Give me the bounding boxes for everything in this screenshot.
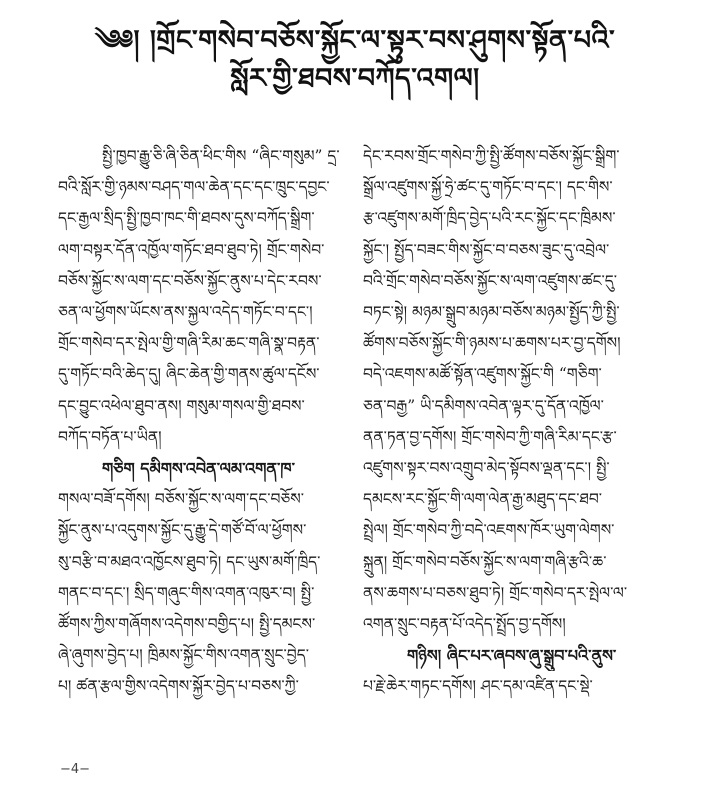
text-line: འགན་སྲུང་བརྟན་པོ་འདེད་སྤྲོད་བྱ་དགོས།	[363, 615, 566, 634]
text-line: བའི་གྲོང་གསེབ་བཅོས་སྐྱོང་ས་ལག་འཛུགས་ཚང་དུ་	[363, 271, 618, 290]
text-line: ནན་ཏན་བྱ་དགོས། གྲོང་གསེབ་ཀྱི་གཞི་རིམ་དང་རྩ་	[363, 427, 617, 446]
text-line: གནང་བ་དང་། སྲིད་གཞུང་གིས་འགན་འཁུར་བ། སྤྱི་	[58, 583, 315, 602]
section-heading: གཉིས། ཞིང་པར་ཞབས་ཞུ་སྒྲུབ་པའི་ནུས་	[407, 646, 617, 666]
text-line: དུ་གཏོང་བའི་ཆེད་དུ། ཞིང་ཆེན་གྱི་གནས་ཚུལ་དངོས་	[58, 365, 320, 384]
text-line: ལག་བསྟར་དོན་འཁྱོལ་གཏོང་ཐབ་ཐུབ་ཏེ། གྲོང་གསེབ་	[58, 240, 325, 259]
text-line: དང་རྒྱལ་སྲིད་སྤྱི་ཁྱབ་ཁང་གི་ཐབས་དུས་བཀོད་སྒྲིག་	[58, 209, 315, 228]
text-line: པ། ཚན་རྩལ་གྱིས་འདེགས་སྐྱོར་བྱེད་པ་བཅས་ཀྱི་	[58, 677, 299, 696]
text-line: སྒྲོལ་འཛུགས་སྐྱོ་ཧྲེ་ཚང་དུ་གཏོང་བ་དང་། དང་གིས་	[363, 178, 613, 197]
article-title	[0, 22, 710, 98]
text-line: ཅན་ལ་ཕྱོགས་ཡོངས་ནས་སྐྱལ་འདེད་གཏོང་བ་དང་།	[58, 303, 313, 322]
title-line-1: ༄༅། །གྲོང་གསེབ་བཅོས་སྐྱོང་ལ་སྟུར་བས་ཤུགས་སྟོན་པའི་	[94, 25, 616, 56]
right-column	[363, 141, 659, 703]
text-line: བཅོས་སྐྱོང་ས་ལག་དང་བཅོས་སྐྱོང་ནུས་པ་དེང་རབས་	[58, 271, 322, 290]
text-line: ཚོགས་ཀྱིས་གཞོགས་འདེགས་བགྱིད་པ། སྤྱི་དམངས་	[58, 615, 316, 634]
text-line: ཞེ་ཞུགས་བྱེད་པ། ཁྲིམས་སྐྱོང་གིས་འགན་སྲུང་བྱེད་	[58, 646, 309, 665]
text-line: དང་བྱུང་འཕེལ་ཐུབ་ནས། གསུམ་གསལ་གྱི་ཐབས་	[58, 396, 305, 415]
page-number: −4−	[60, 762, 91, 777]
text-line: དམངས་རང་སྐྱོང་གི་ལག་ལེན་རྒྱ་མཐུད་དང་ཐབ་	[363, 490, 603, 509]
text-line: བཏང་སྟེ། མཉམ་སྒྲུབ་མཉམ་བཅོས་མཉམ་སྤྱོད་ཀྱི་སྤྱི་	[363, 303, 620, 322]
text-line: སྤྱི་ཁྱབ་རྒྱུ་ཅི་ཞི་ཅིན་ཕིང་གིས “ཞིང་གསུམ” དྲ་	[102, 147, 340, 165]
text-line: ནས་ཆགས་པ་བཅས་ཐུབ་ཏེ། གྲོང་གསེབ་དར་སྤེལ་ལ་	[363, 583, 628, 602]
text-line: བའི་སློར་གྱི་ཉམས་བཤད་གལ་ཆེན་དང་དང་ཁྲུང་དབྱང་	[58, 178, 330, 197]
text-line: ཅན་བརྒྱ” ཡི་དམིགས་འབེན་ལྟར་དུ་དོན་འཁྱོལ་	[363, 396, 604, 415]
text-line: འཛུགས་སྟར་བས་འགྲུབ་མེད་སྟོབས་ལྡན་དང་། སྤྱི་	[363, 459, 610, 478]
text-line: སྐྱོང་། སྤྱོད་བཟང་གིས་སྐྱོང་བ་བཅས་ཟུང་དུ་འབྲེལ་	[363, 240, 610, 259]
title-line-2: སློར་གྱི་ཐབས་བཀོད་འགལ།	[230, 63, 480, 94]
text-line: སྤྲེལ། གྲོང་གསེབ་ཀྱི་བདེ་འཇགས་ཁོར་ཡུག་ལེགས་	[363, 521, 615, 540]
text-line: བདེ་འཇགས་མཚོ་སྟོན་འཛུགས་སྐྱོང་གི “གཅིག་	[363, 365, 602, 384]
text-line: པ་རྗེ་ཆེར་གཏང་དགོས། ཤང་དམ་འཛིན་དང་སྡེ་	[363, 677, 593, 696]
text-line: སྐྲུན། གྲོང་གསེབ་བཅོས་སྐྱོང་ས་ལག་གཞི་རྩའི་ཆ་	[363, 552, 607, 571]
left-column	[58, 141, 354, 703]
text-line: རྩ་འཛུགས་མགོ་ཁྲིད་བྱེད་པའི་རང་སྐྱོང་དང་ཁྲིམས་	[363, 209, 616, 228]
text-line: སྐྱོང་ནུས་པ་འདུགས་སྐྱོང་དུ་རྒྱུ་དེ་གཙོ་བོ་ལ་ཕྱོགས་	[58, 521, 307, 540]
text-line: དེང་རབས་གྲོང་གསེབ་ཀྱི་སྤྱི་ཚོགས་བཅོས་སྐྱོང་སྒྲིག་	[363, 147, 620, 165]
text-line: གསལ་བཟོ་དགོས། བཅོས་སྐྱོང་ས་ལག་དང་བཅོས་	[58, 490, 304, 509]
text-line: ཚོགས་བཅོས་སྐྱོང་གི་ཉམས་པ་ཆགས་པར་བྱ་དགོས།	[363, 334, 621, 353]
text-line: གྲོང་གསེབ་དར་སྤེལ་གྱི་གཞི་རིམ་ཆང་གཞི་སྣ་བརྟན་	[58, 334, 320, 353]
section-heading: གཅིག དམིགས་འབེན་ལམ་འགན་ཁ་	[102, 459, 295, 479]
text-line: སུ་བརྩི་བ་མཐའ་འཁྱོངས་ཐུབ་ཏེ། དང་ཡུས་མགོ་ཁྲིད་	[58, 552, 321, 571]
text-line: བཀོད་བཏོན་པ་ཡིན།	[58, 427, 162, 446]
